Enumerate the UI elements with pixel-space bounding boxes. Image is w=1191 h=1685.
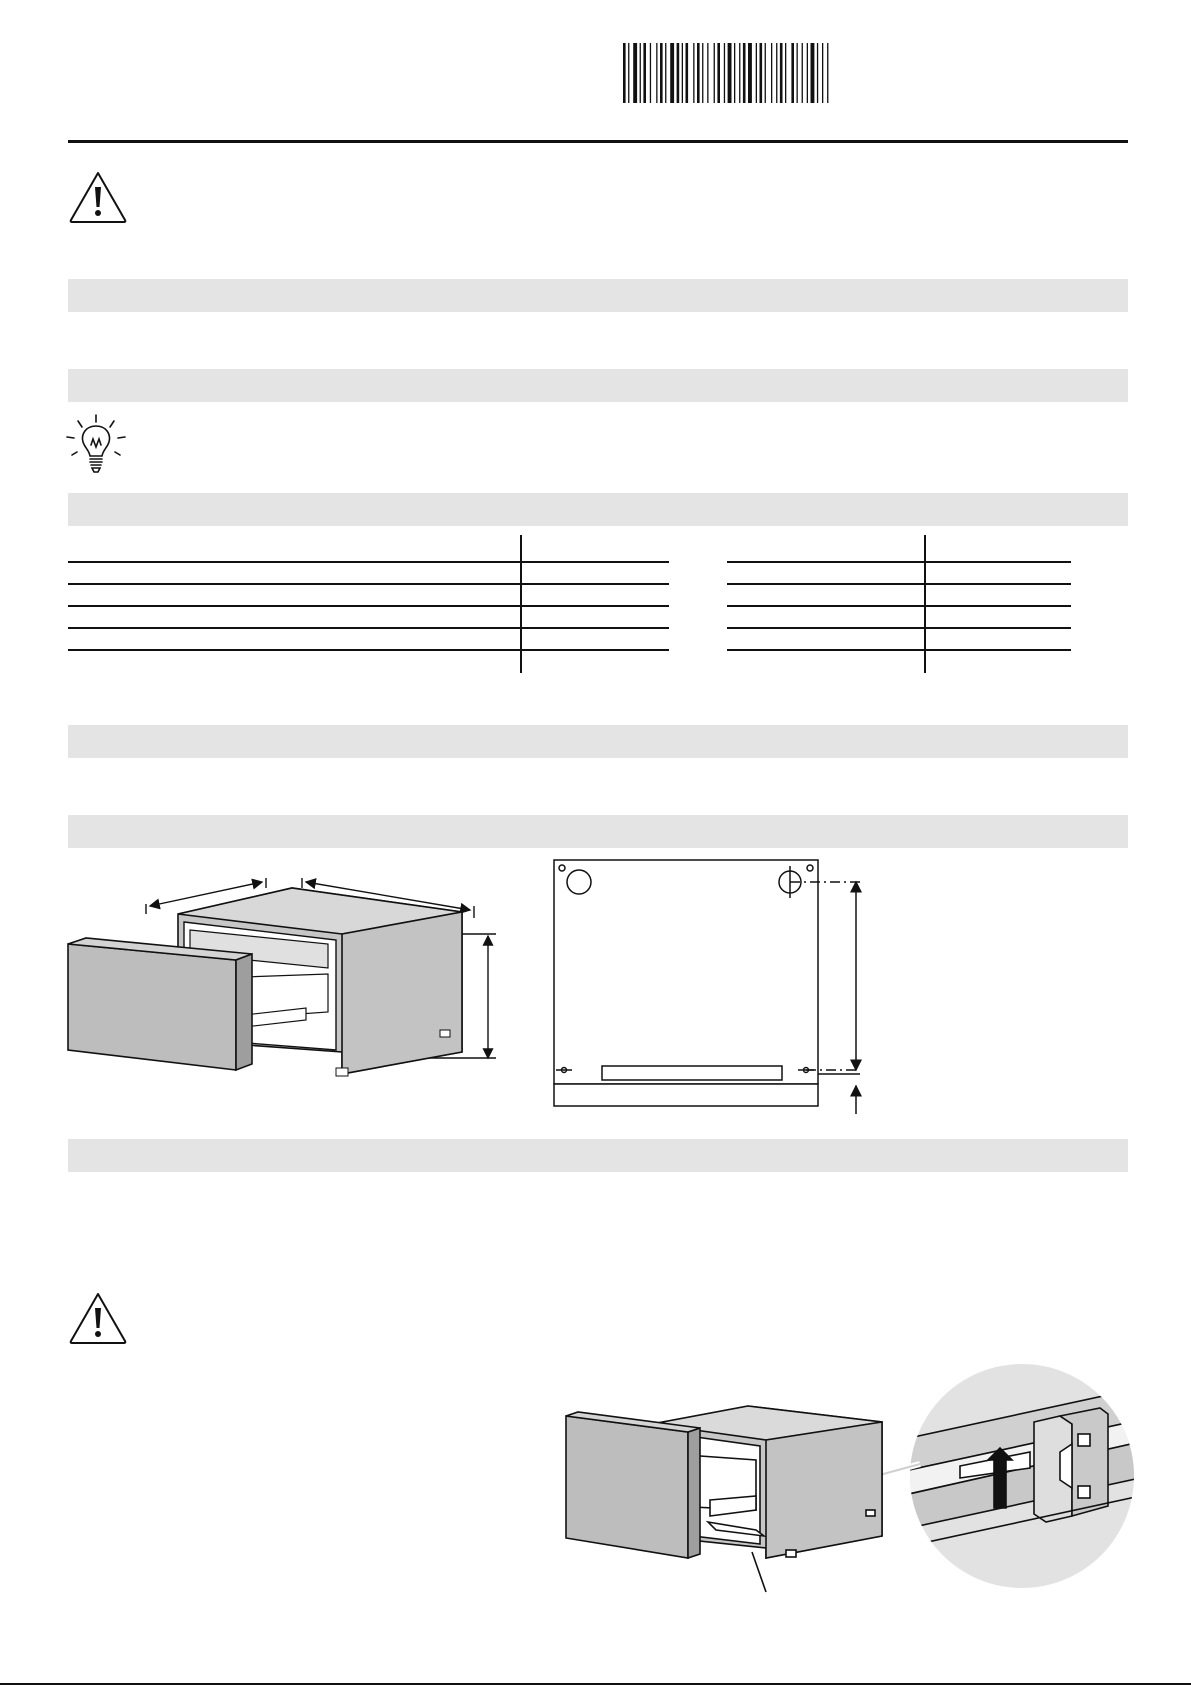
warning-triangle-icon bbox=[68, 170, 128, 224]
drawer-rail-drawing bbox=[560, 1360, 1140, 1600]
barcode-bar bbox=[633, 43, 637, 103]
barcode-bar bbox=[771, 43, 772, 103]
top-view-drawing bbox=[550, 858, 870, 1114]
section-bar-4 bbox=[68, 725, 1128, 758]
barcode-bar bbox=[739, 43, 740, 103]
barcode-bar bbox=[677, 43, 680, 103]
barcode-bar bbox=[780, 43, 783, 103]
barcode-bar bbox=[748, 43, 752, 103]
barcode-bar bbox=[665, 43, 666, 103]
table-row-line bbox=[68, 605, 669, 607]
table-row-line bbox=[68, 561, 669, 563]
barcode-bar bbox=[734, 43, 735, 103]
spec-table-right bbox=[727, 535, 1071, 673]
drawer-pedestal-drawing bbox=[66, 870, 506, 1080]
barcode-bar bbox=[702, 43, 703, 103]
table-row-line bbox=[68, 649, 669, 651]
table-row-line bbox=[727, 583, 1071, 585]
section-bar-5 bbox=[68, 815, 1128, 848]
table-column-divider bbox=[520, 535, 522, 673]
header-rule bbox=[68, 140, 1128, 143]
table-row-line bbox=[727, 649, 1071, 651]
barcode-bar bbox=[707, 43, 708, 103]
barcode-bar bbox=[807, 43, 808, 103]
barcode-bar bbox=[660, 43, 663, 103]
barcode-bar bbox=[628, 43, 629, 103]
section-bar-1 bbox=[68, 279, 1128, 312]
barcode-bar bbox=[693, 43, 694, 103]
barcode-bar bbox=[797, 43, 798, 103]
barcode-bar bbox=[728, 43, 732, 103]
table-row-line bbox=[727, 561, 1071, 563]
table-row-line bbox=[727, 605, 1071, 607]
barcode-bar bbox=[802, 43, 803, 103]
barcode-bar bbox=[656, 43, 657, 103]
section-bar-6 bbox=[68, 1139, 1128, 1172]
barcode-bar bbox=[785, 43, 786, 103]
section-bar-3 bbox=[68, 493, 1128, 526]
barcode-bar bbox=[623, 43, 626, 103]
barcode-bar bbox=[760, 43, 763, 103]
barcode-icon bbox=[623, 43, 882, 103]
barcode-bar bbox=[670, 43, 674, 103]
barcode-bar bbox=[827, 43, 828, 103]
barcode-bar bbox=[776, 43, 777, 103]
barcode-bar bbox=[650, 43, 651, 103]
barcode-bar bbox=[640, 43, 641, 103]
table-row-line bbox=[727, 627, 1071, 629]
section-bar-2 bbox=[68, 369, 1128, 402]
barcode-bar bbox=[682, 43, 683, 103]
table-column-divider bbox=[924, 535, 926, 673]
barcode-bar bbox=[717, 43, 720, 103]
barcode-bar bbox=[822, 43, 823, 103]
barcode-bar bbox=[756, 43, 757, 103]
barcode-bar bbox=[817, 43, 818, 103]
spec-table-left bbox=[68, 535, 669, 673]
warning-triangle-icon bbox=[68, 1291, 128, 1345]
barcode-bar bbox=[686, 43, 689, 103]
barcode-bar bbox=[697, 43, 700, 103]
barcode-bar bbox=[811, 43, 815, 103]
barcode-bar bbox=[765, 43, 766, 103]
table-row-line bbox=[68, 627, 669, 629]
barcode-bar bbox=[724, 43, 725, 103]
barcode-bar bbox=[791, 43, 794, 103]
barcode-bar bbox=[643, 43, 646, 103]
barcode-bar bbox=[743, 43, 746, 103]
table-row-line bbox=[68, 583, 669, 585]
lightbulb-icon bbox=[64, 413, 128, 477]
barcode-bar bbox=[714, 43, 715, 103]
